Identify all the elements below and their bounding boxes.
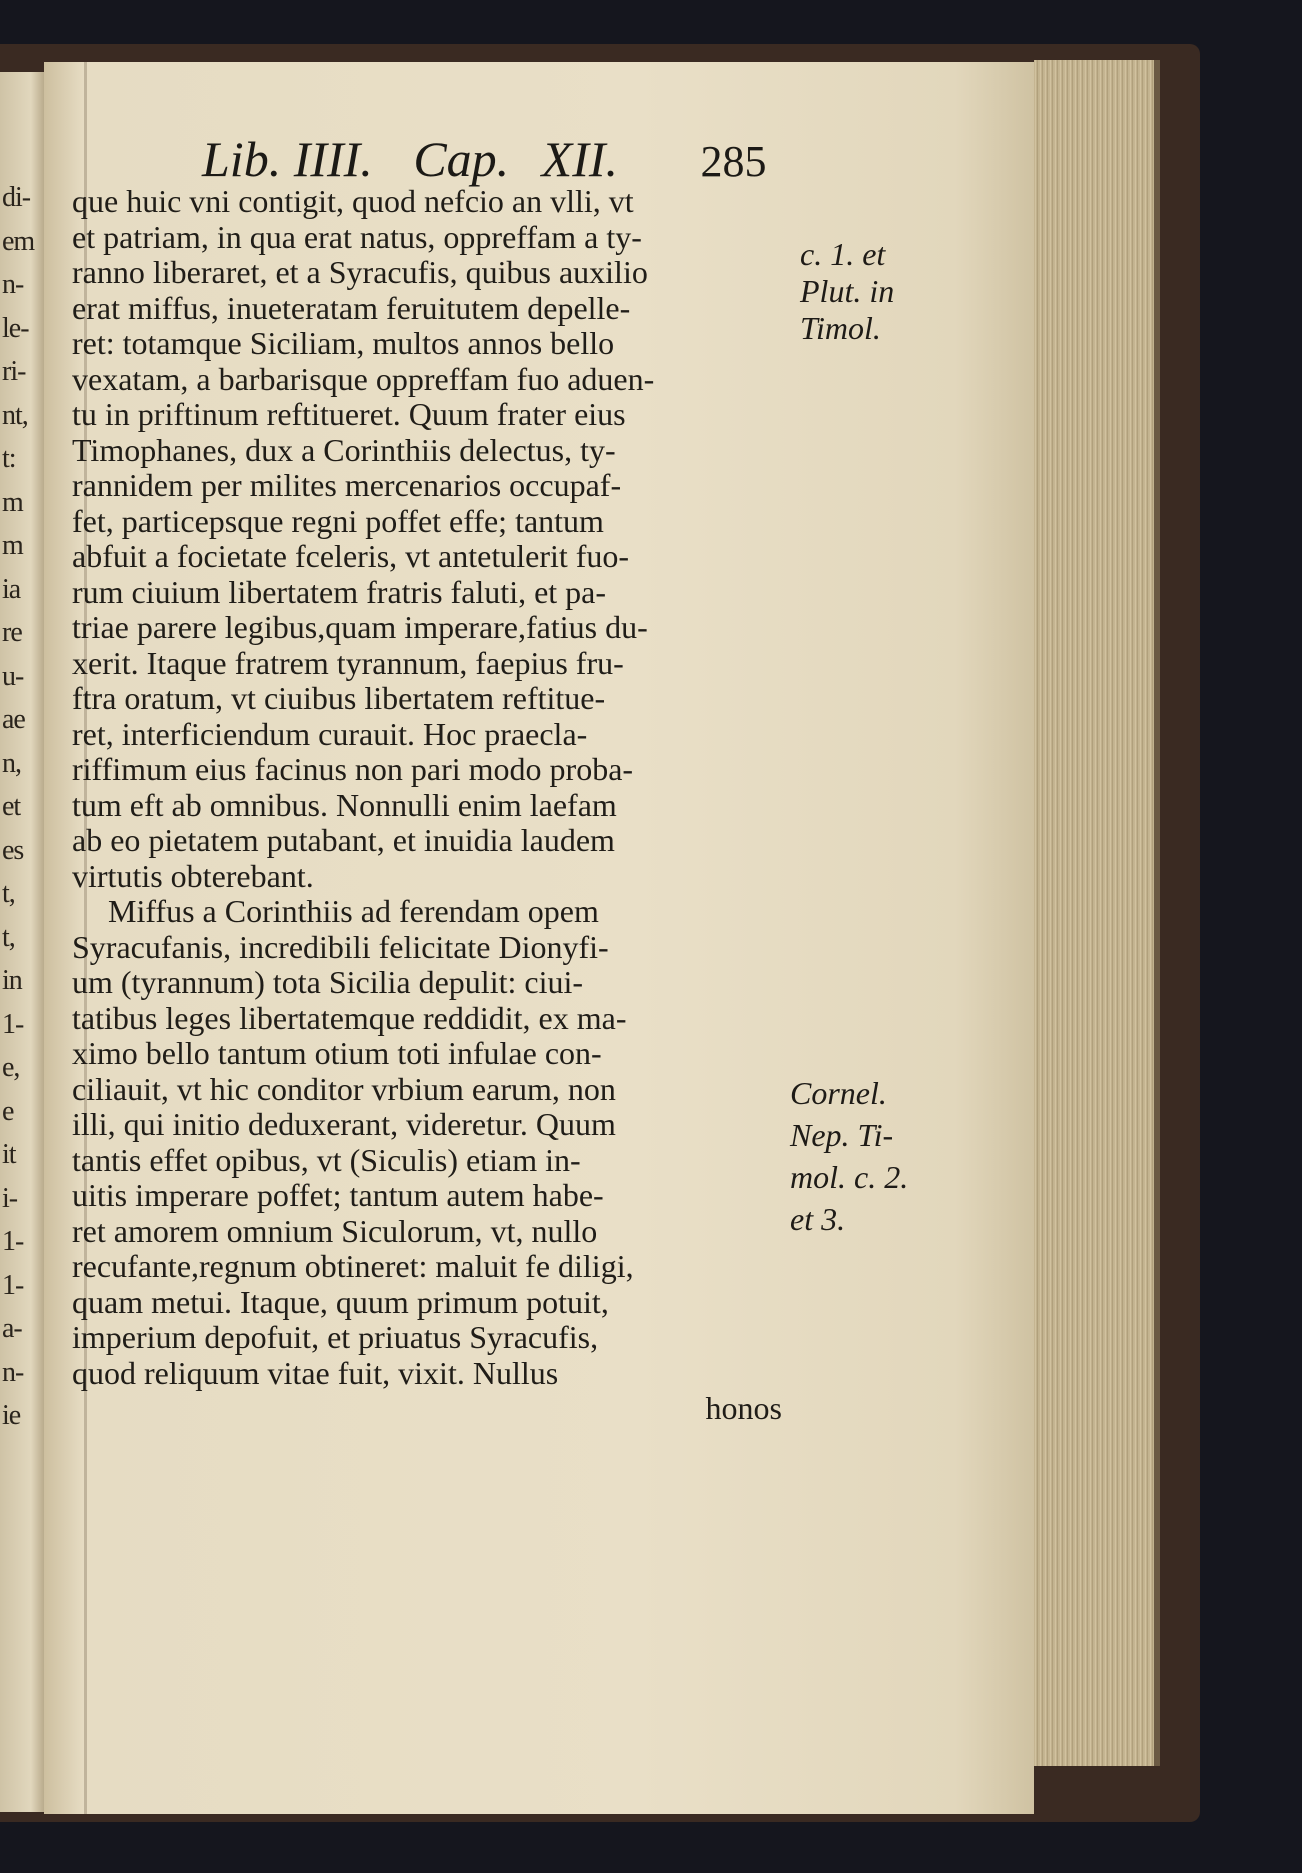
text-line: illi, qui initio deduxerant, videretur. Quum	[72, 1106, 616, 1142]
margin-line: et 3.	[790, 1201, 846, 1237]
body-text	[72, 184, 782, 1427]
left-page-fragment: ae	[2, 704, 25, 735]
margin-line: Cornel.	[790, 1075, 887, 1111]
left-page-fragment: n-	[2, 1356, 24, 1388]
text-line: recufante,regnum obtineret: maluit fe diligi,	[72, 1248, 634, 1284]
left-page-fragment: nt,	[2, 399, 28, 431]
margin-note-2	[790, 1072, 908, 1240]
text-line: ranno liberaret, et a Syracufis, quibus auxilio	[72, 254, 648, 290]
margin-line: Plut. in	[800, 273, 895, 309]
text-line: Syracufanis, incredibili felicitate Dionyfi-	[72, 928, 609, 965]
left-page-fragment: a-	[2, 1313, 22, 1344]
text-line: erat miffus, inueteratam feruitutem depelle-	[72, 289, 631, 326]
text-line: ret: totamque Siciliam, multos annos bello	[72, 325, 615, 361]
text-line: quam metui. Itaque, quum primum potuit,	[72, 1283, 609, 1320]
text-line: quod reliquum vitae fuit, vixit. Nullus	[72, 1354, 559, 1391]
margin-line: Nep. Ti-	[790, 1117, 894, 1153]
left-page-fragment: t,	[2, 878, 15, 909]
text-line: honos	[705, 1390, 782, 1426]
text-line: Miffus a Corinthiis ad ferendam opem	[108, 893, 599, 929]
header-cap: Cap.	[413, 131, 510, 187]
left-page-fragment: 1-	[2, 1226, 24, 1257]
left-page-fragment: ie	[2, 1400, 21, 1431]
text-line: vexatam, a barbarisque oppreffam fuo aduen-	[72, 360, 655, 397]
left-page-fragment: m	[2, 486, 23, 518]
margin-line: c. 1. et	[800, 236, 886, 272]
left-page-fragment: 1-	[2, 1269, 24, 1301]
left-page-fragment: et	[2, 791, 21, 822]
text-line: que huic vni contigit, quod nefcio an vlli, vt	[72, 183, 634, 219]
text-line: imperium depofuit, et priuatus Syracufis,	[72, 1319, 599, 1355]
left-page-fragment: it	[2, 1139, 16, 1170]
left-page-fragment: u-	[2, 660, 24, 692]
text-line: rum ciuium libertatem fratris faluti, et pa-	[72, 573, 607, 610]
margin-line: Timol.	[800, 310, 881, 346]
text-line: abfuit a focietate fceleris, vt antetulerit fuo-	[72, 538, 630, 574]
header-cap-number: XII.	[541, 131, 619, 187]
text-line: tu in priftinum reftitueret. Quum frater eius	[72, 396, 626, 432]
left-page-fragment: es	[2, 834, 24, 866]
left-page-fragment: n,	[2, 747, 21, 779]
left-page-fragment: ia	[2, 573, 21, 605]
left-page-fragment: in	[2, 965, 22, 996]
left-page-fragment: di-	[2, 182, 31, 213]
left-page-fragment: t,	[2, 921, 15, 953]
text-line: tatibus leges libertatemque reddidit, ex ma-	[72, 999, 627, 1036]
left-page-fragment: e	[2, 1095, 14, 1127]
text-line: tantis effet opibus, vt (Siculis) etiam in-	[72, 1141, 581, 1178]
header-lib: Lib. IIII.	[202, 131, 373, 187]
text-line: virtutis obterebant.	[72, 857, 314, 894]
text-line: xerit. Itaque fratrem tyrannum, faepius fru-	[72, 644, 624, 681]
running-header	[202, 130, 767, 188]
text-line: ab eo pietatem putabant, et inuidia laudem	[72, 822, 615, 858]
left-page-fragment: t:	[2, 443, 16, 474]
left-page-fragment: ri-	[2, 356, 26, 387]
text-line: ftra oratum, vt ciuibus libertatem reftitue-	[72, 680, 606, 716]
left-page-fragment: n-	[2, 269, 24, 300]
text-line: et patriam, in qua erat natus, oppreffam a ty-	[72, 218, 642, 255]
text-line: ciliauit, vt hic conditor vrbium earum, non	[72, 1070, 616, 1107]
left-page-fragment: em	[2, 225, 35, 257]
text-line: ret, interficiendum curauit. Hoc praecla-	[72, 715, 588, 752]
left-page-fragment: e,	[2, 1052, 20, 1083]
left-page-edge	[0, 72, 44, 1812]
margin-note-1	[800, 236, 894, 347]
text-line: rannidem per milites mercenarios occupaf-	[72, 467, 622, 503]
text-line: uitis imperare poffet; tantum autem habe-	[72, 1177, 604, 1213]
text-line: fet, particepsque regni poffet effe; tantum	[72, 502, 604, 539]
left-page-fragment: re	[2, 617, 22, 648]
text-line: tum eft ab omnibus. Nonnulli enim laefam	[72, 786, 617, 823]
margin-line: mol. c. 2.	[790, 1159, 909, 1195]
text-line: um (tyrannum) tota Sicilia depulit: ciui-	[72, 964, 583, 1000]
left-page-fragment: i-	[2, 1182, 18, 1214]
left-page-fragment: 1-	[2, 1008, 24, 1040]
left-page-fragment: m	[2, 530, 23, 561]
text-line: Timophanes, dux a Corinthiis delectus, ty-	[72, 431, 616, 468]
left-page-fragment: le-	[2, 312, 29, 344]
text-line: ximo bello tantum otium toti infulae con-	[72, 1035, 602, 1071]
page-number: 285	[700, 137, 767, 186]
text-line: riffimum eius facinus non pari modo proba-	[72, 751, 634, 787]
text-line: ret amorem omnium Siculorum, vt, nullo	[72, 1212, 598, 1249]
fore-edge	[1034, 60, 1160, 1766]
text-line: triae parere legibus,quam imperare,fatius du-	[72, 609, 648, 645]
